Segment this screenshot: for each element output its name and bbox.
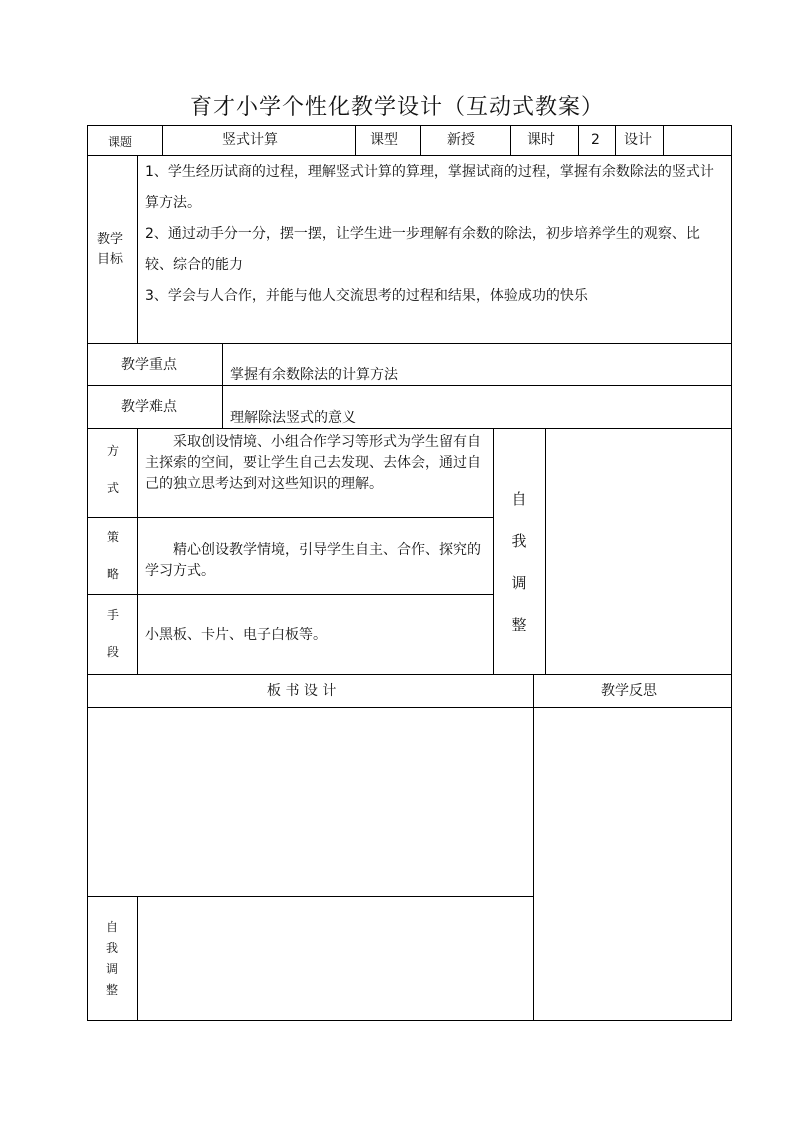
type-label: 课型 [370,132,398,148]
objective-item: 3、学会与人合作，并能与他人交流思考的过程和结果，体验成功的快乐 [145,288,588,304]
col-divider [137,428,138,674]
means-label [103,606,123,660]
row-divider [87,674,732,675]
period-value: 2 [591,132,600,148]
col-divider [663,125,664,155]
design-label: 设计 [624,132,652,148]
col-divider [137,155,138,343]
col-divider [493,428,494,674]
board-design-label: 板 书 设 计 [267,683,337,699]
difficulty-value: 理解除法竖式的意义 [230,410,356,426]
row-divider [87,594,493,595]
method-label-char: 式 [106,481,119,495]
method-label-char: 方 [106,444,119,458]
col-divider [137,896,138,1021]
col-divider [615,125,616,155]
lesson-label: 课题 [108,135,133,149]
col-divider [162,125,163,155]
row-divider [87,428,732,429]
key-point-value: 掌握有余数除法的计算方法 [230,367,398,383]
strategy-label-char: 略 [106,567,119,581]
means-text: 小黑板、卡片、电子白板等。 [145,627,327,643]
self-adjust-char: 自 [105,920,118,934]
col-divider [355,125,356,155]
objective-item: 1、学生经历试商的过程，理解竖式计算的算理，掌握试商的过程，掌握有余数除法的竖式计算方法。 [145,164,714,211]
strategy-label-char: 策 [106,530,119,544]
method-text: 采取创设情境、小组合作学习等形式为学生留有自主探索的空间，要让学生自己去发现、去体会，通过自己的独立思考达到对这些知识的理解。 [145,434,481,492]
self-adjust-char: 我 [105,941,118,955]
self-adjust-char: 整 [105,983,118,997]
method-label [103,442,123,496]
self-adjust-char: 整 [511,616,527,634]
col-divider [578,125,579,155]
objectives-label-line: 目标 [97,252,124,267]
self-adjust-char: 调 [105,962,118,976]
objectives-label-line: 教学 [97,232,124,247]
row-divider [87,343,732,344]
page-title: 育才小学个性化教学设计（互动式教案） [189,95,604,120]
col-divider [545,428,546,674]
difficulty-label: 教学难点 [121,399,177,415]
lesson-value: 竖式计算 [222,132,278,148]
period-label: 课时 [527,132,555,148]
objective-item: 2、通过动手分一分，摆一摆，让学生进一步理解有余数的除法，初步培养学生的观察、比较、综合的能力 [145,226,700,273]
key-point-label: 教学重点 [121,357,177,373]
type-value: 新授 [447,132,475,148]
col-divider [420,125,421,155]
col-divider [222,343,223,428]
col-divider [510,125,511,155]
objectives-label [97,230,123,270]
self-adjust-char: 自 [511,490,527,508]
self-adjust-bottom-label [101,917,123,1001]
self-adjust-side-label [508,478,530,646]
reflection-label: 教学反思 [601,683,657,699]
col-divider [533,674,534,1021]
means-label-char: 手 [106,608,119,622]
row-divider [87,155,732,156]
row-divider [87,707,732,708]
means-label-char: 段 [106,645,119,659]
objectives-text [145,157,727,312]
strategy-text: 精心创设教学情境，引导学生自主、合作、探究的学习方式。 [145,542,481,579]
row-divider [87,896,533,897]
strategy-label [103,528,123,582]
row-divider [87,517,493,518]
self-adjust-char: 调 [511,574,527,592]
row-divider [87,385,732,386]
self-adjust-char: 我 [511,532,527,550]
